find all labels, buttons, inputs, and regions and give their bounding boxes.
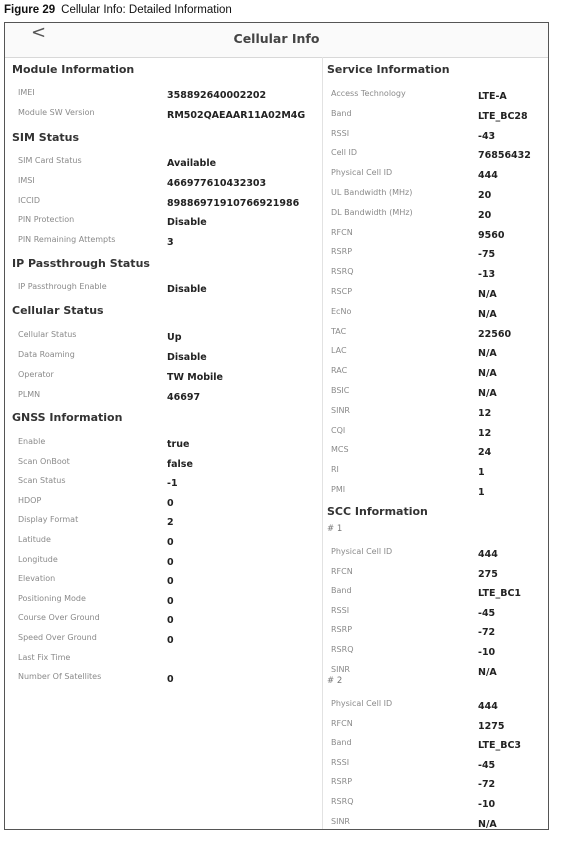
module-row-value: 358892640002202 <box>167 90 267 101</box>
service-row-value: -43 <box>478 130 496 142</box>
service-row-label: Physical Cell ID <box>331 168 393 178</box>
scc-row-value: LTE_BC3 <box>478 740 522 752</box>
figure-caption <box>4 4 232 16</box>
service-row-label: BSIC <box>331 386 350 395</box>
scc-row-label: RSRQ <box>331 797 354 806</box>
gnss-row-value: -1 <box>167 478 178 490</box>
gnss-row-label: Course Over Ground <box>18 613 100 623</box>
gnss-row-label: Scan OnBoot <box>18 456 70 466</box>
gnss-row-value: true <box>167 439 190 450</box>
scc-row-label: RSRP <box>331 625 353 635</box>
scc-row-label: Band <box>331 586 352 596</box>
sim-row-label: SIM Card Status <box>18 156 82 165</box>
gnss-row-value: 0 <box>167 497 174 509</box>
gnss-row-value: 0 <box>167 576 174 588</box>
service-row-label: RSRQ <box>331 267 354 277</box>
scc-group-label: # 1 <box>327 524 343 534</box>
gnss-row-label: Display Format <box>18 515 79 525</box>
scc-row-label: RSSI <box>331 605 350 615</box>
service-row-label: RFCN <box>331 227 353 237</box>
service-row-value: -13 <box>478 269 496 281</box>
sim-section-title: SIM Status <box>12 131 80 144</box>
service-row-value: 9560 <box>478 229 505 241</box>
scc-row-value: -45 <box>478 607 496 619</box>
cellular-row-value: 46697 <box>167 391 201 403</box>
scc-section-title: SCC Information <box>327 505 428 518</box>
gnss-row-label: Latitude <box>18 535 51 544</box>
scc-row-label: Physical Cell ID <box>331 699 393 708</box>
sim-row-label: ICCID <box>18 195 41 205</box>
service-row-label: UL Bandwidth (MHz) <box>331 188 413 197</box>
back-chevron-icon[interactable]: < <box>31 22 47 43</box>
service-row-value: N/A <box>478 348 497 360</box>
gnss-row-value: 2 <box>167 517 174 529</box>
gnss-row-value: 0 <box>167 635 174 646</box>
cellular-row-value: Up <box>167 332 182 343</box>
cellular-row-label: Data Roaming <box>18 349 75 359</box>
ip-row-label: IP Passthrough Enable <box>18 282 107 291</box>
sim-row-label: IMSI <box>18 175 35 185</box>
service-row-value: N/A <box>478 308 497 320</box>
service-row-value: 20 <box>478 190 492 201</box>
module-row-label: Module SW Version <box>18 108 95 117</box>
gnss-row-value: false <box>167 458 193 470</box>
gnss-row-label: Positioning Mode <box>18 593 86 603</box>
service-row-value: LTE-A <box>478 91 507 102</box>
ip-section-title: IP Passthrough Status <box>12 257 150 270</box>
gnss-row-label: Elevation <box>18 574 56 584</box>
cellular-row-label: Cellular Status <box>18 330 77 339</box>
sim-row-value: 3 <box>167 237 174 249</box>
cellular-row-value: Disable <box>167 351 207 363</box>
service-row-value: 20 <box>478 209 492 221</box>
gnss-section-title: GNSS Information <box>12 411 123 424</box>
gnss-row-value: 0 <box>167 537 174 548</box>
scc-row-value: 444 <box>478 701 498 712</box>
cellular-info-panel <box>4 22 549 830</box>
gnss-row-label: Number Of Satellites <box>18 672 102 682</box>
scc-row-value: N/A <box>478 666 497 678</box>
cellular-section-title: Cellular Status <box>12 304 104 317</box>
service-row-label: LAC <box>331 346 347 356</box>
panel-header <box>5 23 548 58</box>
module-row-label: IMEI <box>18 88 35 97</box>
scc-row-value: -45 <box>478 759 496 771</box>
scc-row-label: Physical Cell ID <box>331 547 393 556</box>
service-row-label: Cell ID <box>331 148 358 158</box>
scc-row-value: 1275 <box>478 720 505 732</box>
service-row-label: Access Technology <box>331 89 406 98</box>
scc-row-value: N/A <box>478 818 497 830</box>
service-section-title: Service Information <box>327 63 450 76</box>
scc-row-value: -10 <box>478 799 496 810</box>
service-row-value: 12 <box>478 407 492 419</box>
scc-row-value: 444 <box>478 549 498 560</box>
figure-title: Cellular Info: Detailed Information <box>61 4 232 16</box>
sim-row-value: 466977610432303 <box>167 177 267 189</box>
service-row-label: RI <box>331 465 339 475</box>
gnss-row-value: 0 <box>167 595 174 607</box>
service-row-label: Band <box>331 108 352 118</box>
gnss-row-label: Speed Over Ground <box>18 633 97 642</box>
service-row-value: N/A <box>478 368 497 380</box>
service-row-label: CQI <box>331 425 346 435</box>
service-row-value: -75 <box>478 249 496 261</box>
gnss-row-label: Last Fix Time <box>18 652 71 662</box>
scc-row-label: RSSI <box>331 757 350 767</box>
service-row-value: 22560 <box>478 328 512 340</box>
service-row-label: RAC <box>331 366 348 376</box>
module-section-title: Module Information <box>12 63 135 76</box>
sim-row-value: 89886971910766921986 <box>167 197 300 209</box>
service-row-value: 24 <box>478 447 492 459</box>
scc-row-label: RSRQ <box>331 645 354 654</box>
scc-row-value: LTE_BC1 <box>478 588 522 600</box>
figure-number: Figure 29 <box>4 4 56 16</box>
gnss-row-label: Enable <box>18 437 46 446</box>
scc-row-label: RFCN <box>331 718 353 728</box>
service-row-value: LTE_BC28 <box>478 110 528 122</box>
service-row-label: MCS <box>331 445 349 455</box>
service-row-label: RSCP <box>331 287 353 296</box>
gnss-row-value: 0 <box>167 615 174 627</box>
sim-row-label: PIN Remaining Attempts <box>18 235 116 245</box>
service-row-value: 444 <box>478 170 498 182</box>
column-divider <box>322 57 323 829</box>
scc-row-value: -72 <box>478 627 496 639</box>
scc-row-label: RSRP <box>331 777 353 787</box>
scc-row-label: SINR <box>331 664 350 674</box>
ip-row-value: Disable <box>167 284 207 295</box>
cellular-row-label: PLMN <box>18 389 41 399</box>
service-row-value: 1 <box>478 487 485 498</box>
cellular-row-value: TW Mobile <box>167 371 224 383</box>
sim-row-label: PIN Protection <box>18 215 75 225</box>
service-row-value: N/A <box>478 289 497 300</box>
sim-row-value: Available <box>167 158 217 169</box>
service-row-label: PMI <box>331 485 346 494</box>
service-row-label: RSSI <box>331 128 350 138</box>
scc-group-label: # 2 <box>327 676 343 686</box>
cellular-row-label: Operator <box>18 369 54 379</box>
scc-row-label: Band <box>331 738 352 748</box>
scc-row-value: -72 <box>478 779 496 791</box>
gnss-row-label: HDOP <box>18 495 42 505</box>
scc-row-value: -10 <box>478 647 496 658</box>
scc-row-label: SINR <box>331 816 350 826</box>
service-row-label: DL Bandwidth (MHz) <box>331 207 413 217</box>
service-row-value: 1 <box>478 467 485 479</box>
gnss-row-label: Longitude <box>18 554 58 564</box>
service-row-label: EcNo <box>331 306 352 316</box>
sim-row-value: Disable <box>167 217 207 229</box>
service-row-label: TAC <box>331 326 347 336</box>
scc-row-value: 275 <box>478 568 498 580</box>
page-title: Cellular Info <box>233 31 320 46</box>
gnss-row-value: 0 <box>167 674 174 686</box>
gnss-row-value: 0 <box>167 556 174 568</box>
scc-row-label: RFCN <box>331 566 353 576</box>
service-row-label: SINR <box>331 405 350 415</box>
service-row-value: N/A <box>478 388 497 399</box>
service-row-value: 12 <box>478 427 492 439</box>
service-row-value: 76856432 <box>478 150 531 162</box>
module-row-value: RM502QAEAAR11A02M4G <box>167 110 306 121</box>
service-row-label: RSRP <box>331 247 353 257</box>
gnss-row-label: Scan Status <box>18 476 66 486</box>
